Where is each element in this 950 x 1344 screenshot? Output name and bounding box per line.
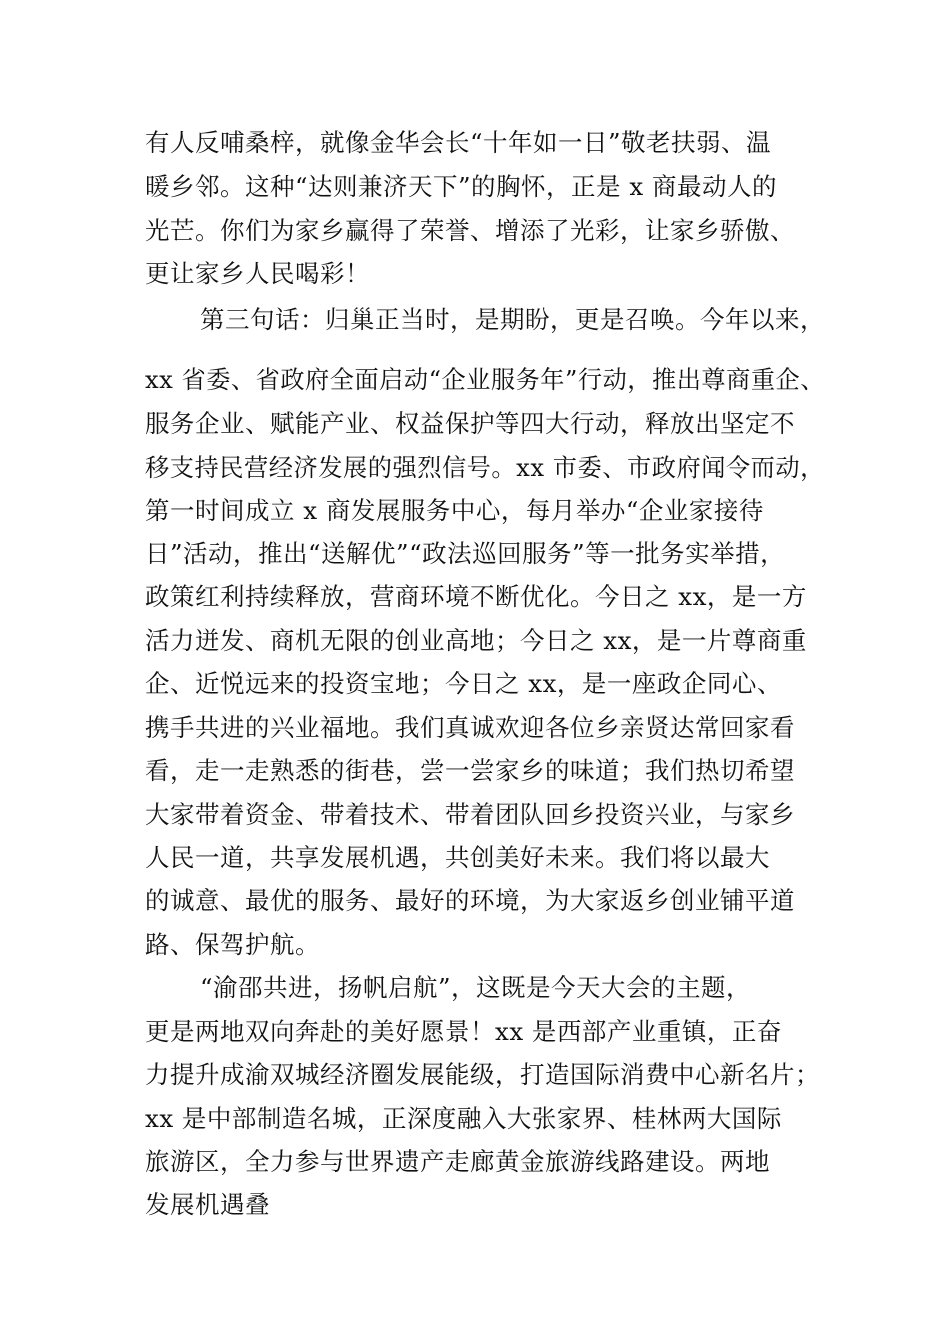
text-line: 光芒。你们为家乡赢得了荣誉、增添了光彩，让家乡骄傲、 [145, 216, 795, 245]
text-line: 活力迸发、商机无限的创业高地；今日之 xx，是一片尊商重 [145, 626, 807, 655]
text-line: 有人反哺桑梓，就像金华会长“十年如一日”敬老扶弱、温 [145, 128, 772, 157]
text-line: 企、近悦远来的投资宝地；今日之 xx，是一座政企同心、 [145, 669, 782, 698]
text-line: 移支持民营经济发展的强烈信号。xx 市委、市政府闻令而动， [145, 453, 825, 482]
text-line: 服务企业、赋能产业、权益保护等四大行动，释放出坚定不 [145, 409, 795, 438]
text-line: 大家带着资金、带着技术、带着团队回乡投资兴业，与家乡 [145, 800, 795, 829]
text-line: 暖乡邻。这种“达则兼济天下”的胸怀，正是 x 商最动人的 [145, 172, 777, 201]
text-line: 力提升成渝双城经济圈发展能级，打造国际消费中心新名片； [145, 1060, 820, 1089]
text-line: 路、保驾护航。 [145, 930, 320, 959]
text-line: 的诚意、最优的服务、最好的环境，为大家返乡创业铺平道 [145, 886, 795, 915]
text-line: 旅游区，全力参与世界遗产走廊黄金旅游线路建设。两地 [145, 1147, 770, 1176]
text-line: xx 省委、省政府全面启动“企业服务年”行动，推出尊商重企、 [145, 365, 825, 394]
text-line: xx 是中部制造名城，正深度融入大张家界、桂林两大国际 [145, 1104, 782, 1133]
text-line: 第一时间成立 x 商发展服务中心，每月举办“企业家接待 [145, 496, 764, 525]
text-line: 政策红利持续释放，营商环境不断优化。今日之 xx，是一方 [145, 582, 807, 611]
text-line: 更是两地双向奔赴的美好愿景！xx 是西部产业重镇，正奋 [145, 1017, 782, 1046]
paragraph-start-line: 第三句话：归巢正当时，是期盼，更是召唤。今年以来， [200, 305, 825, 334]
text-line: 人民一道，共享发展机遇，共创美好未来。我们将以最大 [145, 843, 770, 872]
text-line: 日”活动，推出“送解优”“政法巡回服务”等一批务实举措， [145, 539, 786, 568]
paragraph-start-line: “渝邵共进，扬帆启航”，这既是今天大会的主题， [200, 973, 752, 1002]
text-line: 携手共进的兴业福地。我们真诚欢迎各位乡亲贤达常回家看 [145, 713, 795, 742]
text-line: 发展机遇叠 [145, 1190, 270, 1219]
text-line: 看，走一走熟悉的街巷，尝一尝家乡的味道；我们热切希望 [145, 756, 795, 785]
text-line: 更让家乡人民喝彩！ [145, 259, 370, 288]
